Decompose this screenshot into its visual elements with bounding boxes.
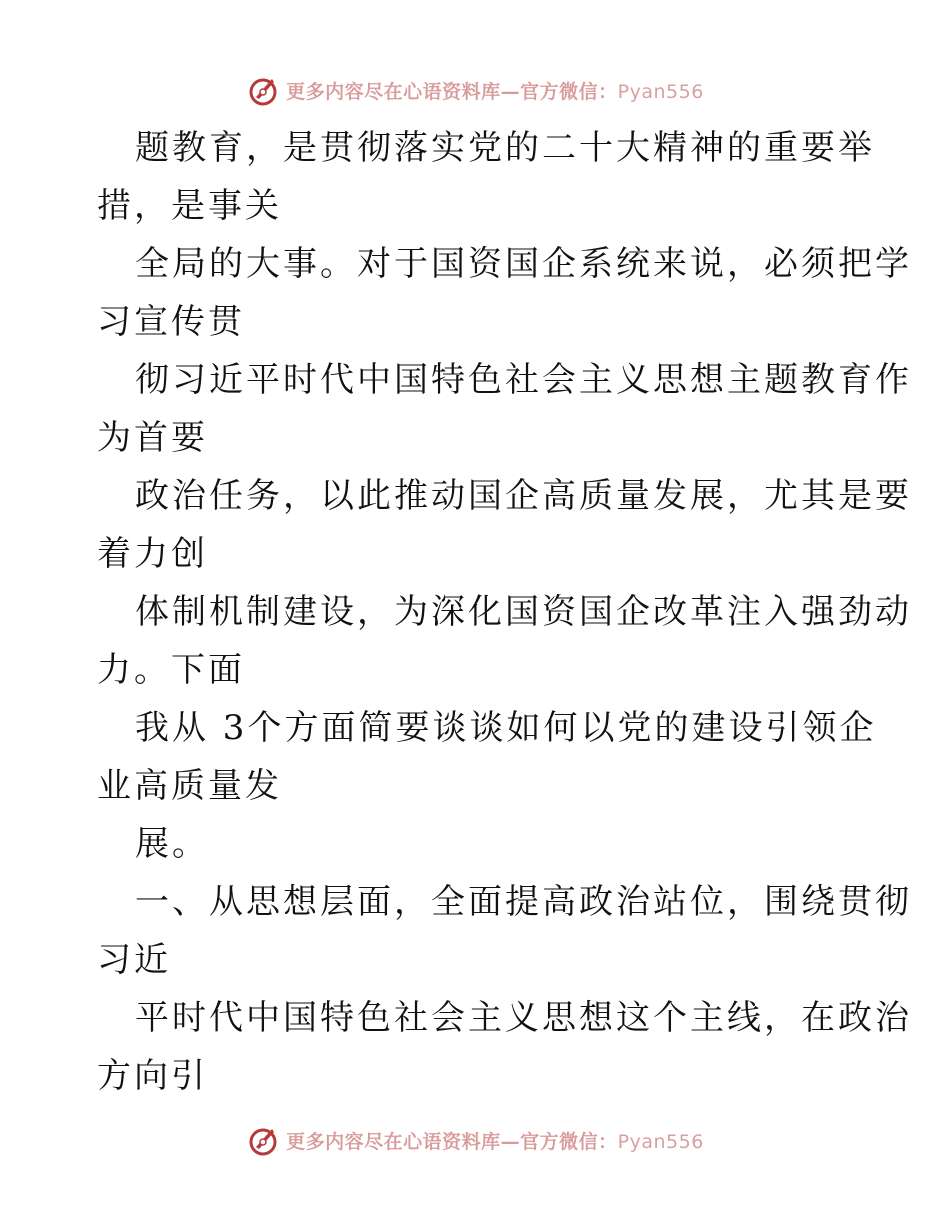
text-line: 平时代中国特色社会主义思想这个主线，在政治	[135, 998, 912, 1038]
text-line: 习宣传贯	[97, 302, 245, 342]
text-line: 彻习近平时代中国特色社会主义思想主题教育作	[135, 360, 912, 400]
banner-text: 更多内容尽在心语资料库—官方微信：Pyan556	[286, 1130, 704, 1153]
text-line: 全局的大事。对于国资国企系统来说，必须把学	[135, 244, 912, 284]
header-banner	[0, 70, 950, 110]
text-line: 为首要	[97, 418, 208, 458]
quill-logo-icon	[246, 73, 280, 107]
text-line: 我从 3个方面简要谈谈如何以党的建设引领企	[135, 708, 877, 748]
wechat-id: Pyan556	[617, 80, 704, 103]
text-line: 力。下面	[97, 650, 245, 690]
text-line: 方向引	[97, 1056, 208, 1096]
text-line: 政治任务，以此推动国企高质量发展，尤其是要	[135, 476, 912, 516]
text-line: 体制机制建设，为深化国资国企改革注入强劲动	[135, 592, 912, 632]
text-line: 着力创	[97, 534, 208, 574]
text-line: 习近	[97, 940, 171, 980]
text-line: 展。	[135, 824, 209, 864]
banner-text: 更多内容尽在心语资料库—官方微信：Pyan556	[286, 80, 704, 103]
text-line: 题教育，是贯彻落实党的二十大精神的重要举	[135, 128, 875, 168]
text-line: 一、从思想层面，全面提高政治站位，围绕贯彻	[135, 882, 912, 922]
wechat-id: Pyan556	[617, 1130, 704, 1153]
text-line: 措，是事关	[97, 186, 282, 226]
text-line: 业高质量发	[97, 766, 282, 806]
quill-logo-icon	[246, 1123, 280, 1157]
footer-banner	[0, 1120, 950, 1160]
